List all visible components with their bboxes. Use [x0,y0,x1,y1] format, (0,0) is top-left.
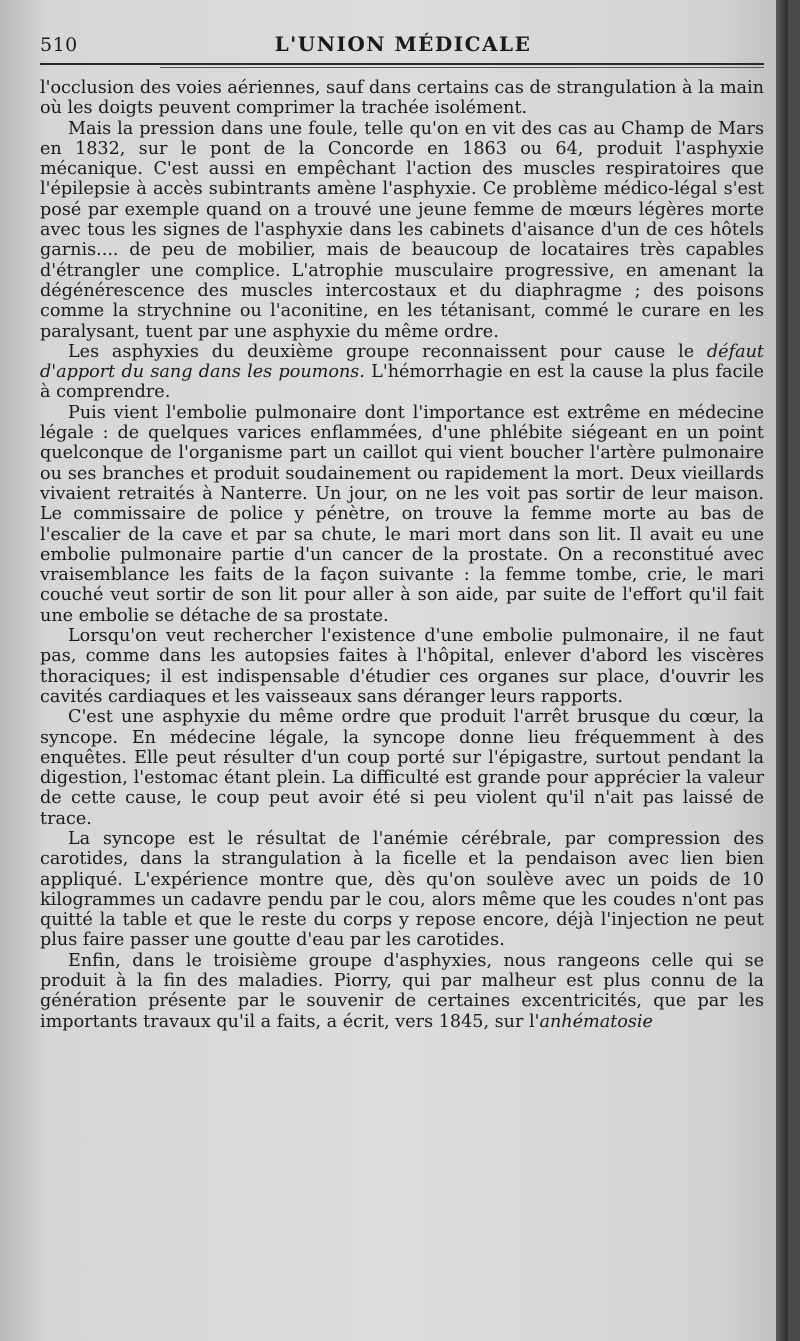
paragraph-8-text-before: Enfin, dans le troisième groupe d'asphyxies, nous rangeons celle qui se produit à la fin des maladies. Piorry, qui par malheur est plus connu de la génération présente par le souvenir de certaines excentricités, que par les importants travaux qu'il a faits, a écrit, vers 1845, sur l' [40,950,764,1032]
paragraph-6: C'est une asphyxie du même ordre que produit l'arrêt brusque du cœur, la syncope. En médecine légale, la syncope donne lieu fréquemment à des enquêtes. Elle peut résulter d'un coup porté sur l'épigastre, surtout pendant la digestion, l'estomac étant plein. La difficulté est grande pour apprécier la valeur de cette cause, le coup peut avoir été si peu violent qu'il n'ait pas laissé de trace. [40,707,764,829]
header-rule [40,63,764,65]
paragraph-4: Puis vient l'embolie pulmonaire dont l'importance est extrême en médecine légale : de quelques varices enflammées, d'une phlébite siégeant en un point quelconque de l'organisme part un caillot qui vient boucher l'artère pulmonaire ou ses branches et produit soudainement ou rapidement la mort. Deux vieillards vivaient retraités à Nanterre. Un jour, on ne les voit pas sortir de leur maison. Le commissaire de police y pénètre, on trouve la femme morte au bas de l'escalier de la cave et par sa chute, le mari mort dans son lit. Il avait eu une embolie pulmonaire partie d'un cancer de la prostate. On a reconstitué avec vraisemblance les faits de la façon suivante : la femme tombe, crie, le mari couché veut sortir de son lit pour aller à son aide, par suite de l'effort qu'il fait une embolie se détache de sa prostate. [40,402,764,626]
paragraph-3-italic: défaut d'apport du sang dans les poumons. [40,341,764,383]
page-edge-shadow [776,0,788,1341]
running-title: L'UNION MÉDICALE [274,32,532,56]
paragraph-3-text-before: Les asphyxies du deuxième groupe reconnaissent pour cause le [68,341,707,362]
paragraph-7: La syncope est le résultat de l'anémie cérébrale, par compression des carotides, dans la strangulation à la ficelle et la pendaison avec lien bien appliqué. L'expérience montre que, dès qu'on soulève avec un poids de 10 kilogrammes un cadavre pendu par le cou, alors même que les coudes n'ont pas quitté la table et que le reste du corps y repose encore, déjà l'injection ne peut plus faire passer une goutte d'eau par les carotides. [40,828,764,951]
paragraph-2: Mais la pression dans une foule, telle qu'on en vit des cas au Champ de Mars en 1832, sur le pont de la Concorde en 1863 ou 64, produit l'asphyxie mécanique. C'est aussi en empêchant l'action des muscles respiratoires que l'épilepsie à accès subintrants amène l'asphyxie. Ce problème médico-légal s'est posé par exemple quand on a trouvé une jeune femme de mœurs légères morte avec tous les signes de l'asphyxie dans les cabinets d'aisance d'un de ces hôtels garnis.... de peu de mobilier, mais de beaucoup de locataires très capables d'étrangler une complice. L'atrophie musculaire progressive, en amenant la dégénérescence des muscles intercostaux et du diaphragme ; des poisons comme la strychnine ou l'aconitine, en les tétanisant, commé le curare en les paralysant, tuent par une asphyxie du même ordre. [40,118,764,342]
paragraph-1: l'occlusion des voies aériennes, sauf dans certains cas de strangulation à la main où les doigts peuvent comprimer la trachée isolément. [40,78,764,119]
page-number: 510 [40,34,78,56]
paragraph-8-italic: anhématosie [539,1011,653,1032]
paragraph-8 [40,951,764,1032]
body-text [40,78,764,1032]
paragraph-5: Lorsqu'on veut rechercher l'existence d'une embolie pulmonaire, il ne faut pas, comme dans les autopsies faites à l'hôpital, enlever d'abord les viscères thoraciques; il est indispensable d'étudier ces organes sur place, d'ouvrir les cavités cardiaques et les vaisseaux sans déranger leurs rapports. [40,626,764,707]
paragraph-3 [40,342,764,403]
paragraph-3-text-after: L'hémorrhagie en est la cause la plus facile à comprendre. [40,362,764,403]
page-header [40,30,766,60]
header-rule-thin [160,67,764,68]
